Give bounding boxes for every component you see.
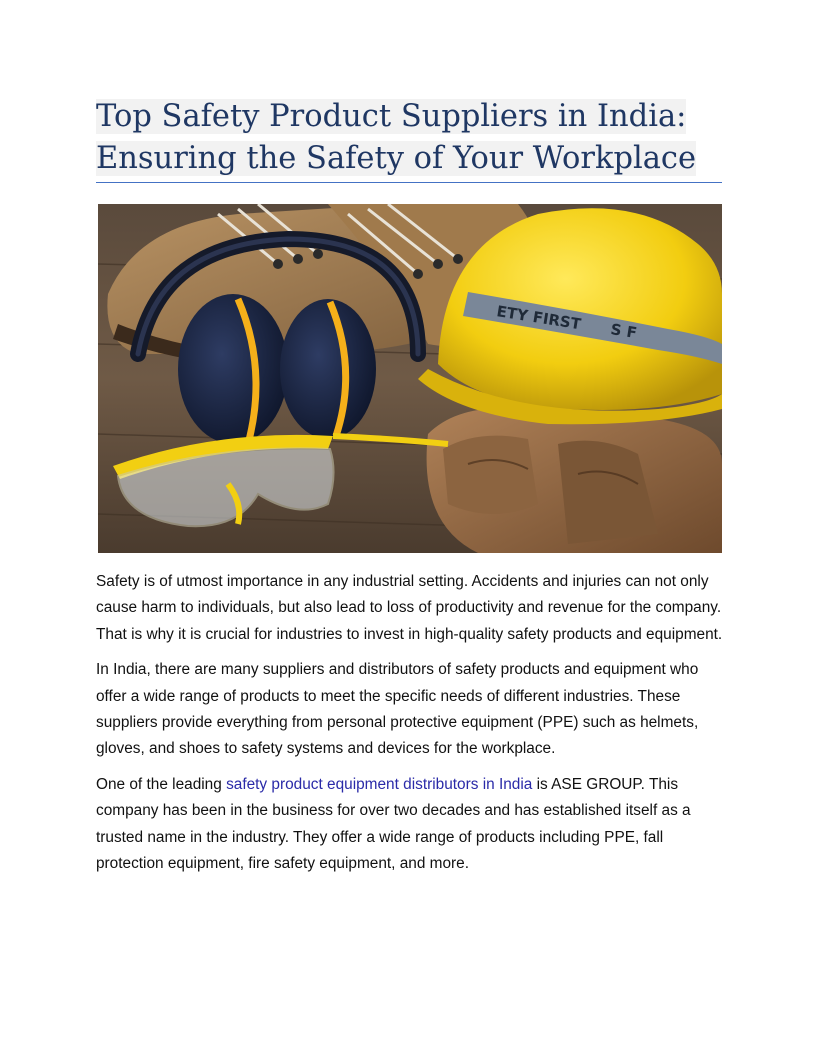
page-title	[96, 96, 722, 180]
paragraph-3	[96, 772, 724, 878]
paragraph-1: Safety is of utmost importance in any industrial setting. Accidents and injuries can not only cause harm to individuals, but also lead to loss of productivity and revenue for the company. That is why it is crucial for industries to invest in high-quality safety products and equipment.	[96, 573, 723, 643]
work-gloves	[427, 408, 722, 553]
helmet-label-text-2: S F	[609, 320, 639, 343]
article-body	[96, 569, 724, 886]
paragraph-3-after-link: is ASE GROUP. This company has been in the business for over two decades and has established itself as a trusted name in the industry. They offer a wide range of products including PPE, fall protection equipment, fire safety equipment, and more.	[96, 775, 691, 873]
helmet-label-text: ETY FIRST	[495, 302, 583, 334]
title-underline-rule	[96, 182, 722, 183]
paragraph-3-before-link: One of the leading	[96, 775, 227, 793]
page-title-line-2: Ensuring the Safety of Your Workplace	[96, 141, 697, 176]
distributors-link[interactable]: safety product equipment distributors in India	[226, 775, 533, 793]
safety-equipment-photo	[98, 204, 722, 553]
page-title-line-1: Top Safety Product Suppliers in India:	[96, 99, 687, 134]
paragraph-2: In India, there are many suppliers and distributors of safety products and equipment who offer a wide range of products to meet the specific needs of different industries. These suppliers provide everything from personal protective equipment (PPE) such as helmets, gloves, and shoes to safety systems and devices for the workplace.	[96, 661, 699, 758]
hero-image	[98, 204, 722, 553]
